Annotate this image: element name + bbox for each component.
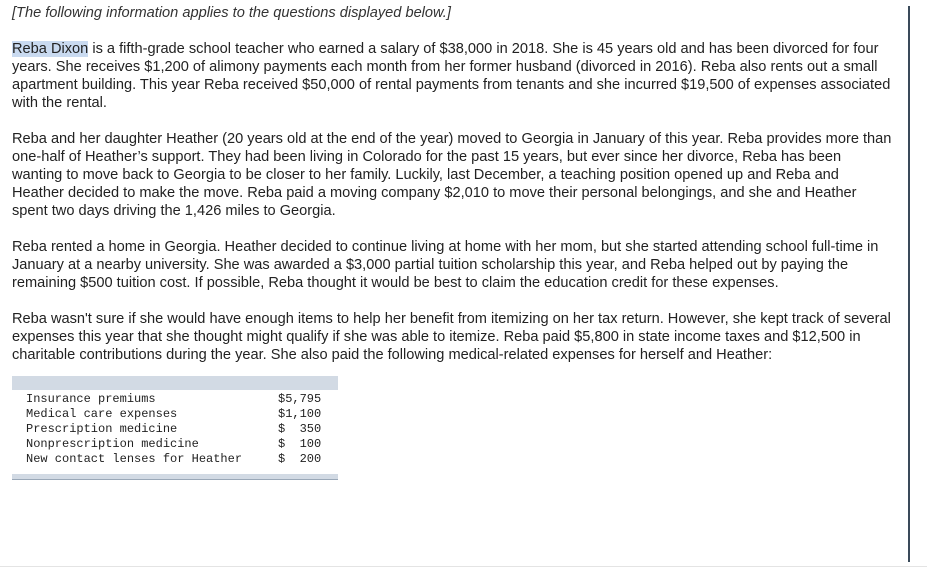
table-row [26, 407, 321, 422]
expense-amount: $ 200 [278, 452, 322, 466]
expense-label: Prescription medicine [26, 422, 178, 436]
table-footer-bar [12, 474, 338, 480]
medical-expenses-table [12, 376, 338, 480]
table-row [26, 392, 321, 407]
paragraph-1 [12, 40, 892, 112]
highlighted-name: Reba Dixon [12, 41, 89, 57]
right-border-line [908, 6, 910, 562]
expenses-table-body [26, 392, 321, 467]
bottom-border-line [0, 566, 927, 567]
paragraph-4: Reba wasn't sure if she would have enough items to help her benefit from itemizing on her tax return. However, she kept track of several expenses this year that she thought might qualify if she was able to itemize. Reba paid $5,800 in state income taxes and $12,500 in charitable contributions during the year. She also paid the following medical-related expenses for herself and Heather: [12, 311, 891, 363]
table-header-bar [12, 376, 338, 390]
intro-note: [The following information applies to the questions displayed below.] [12, 5, 451, 21]
paragraph-1-text: is a fifth-grade school teacher who earned a salary of $38,000 in 2018. She is 45 years old and has been divorced for four years. She receives $1,200 of alimony payments each month from her former husband (divorced in 2016). Reba also rents out a small apartment building. This year Reba received $50,000 of rental payments from tenants and she incurred $19,500 of expenses associated with the rental. [12, 41, 891, 111]
table-row [26, 422, 321, 437]
paragraph-2: Reba and her daughter Heather (20 years old at the end of the year) moved to Georgia in January of this year. Reba provides more than one-half of Heather’s support. They had been living in Colorado for the past 15 years, but ever since her divorce, Reba has been wanting to move back to Georgia to be closer to her family. Luckily, last December, a teaching position opened up and Reba and Heather decided to make the move. Reba paid a moving company $2,010 to move their personal belongings, and she and Heather spent two days driving the 1,426 miles to Georgia. [12, 131, 892, 219]
expense-amount: $ 100 [278, 437, 322, 451]
expense-amount: $1,100 [278, 407, 322, 421]
question-content [12, 4, 892, 480]
expense-label: Medical care expenses [26, 407, 178, 421]
paragraph-3: Reba rented a home in Georgia. Heather decided to continue living at home with her mom, but she started attending school full-time in January at a nearby university. She was awarded a $3,000 partial tuition scholarship this year, and Reba helped out by paying the remaining $500 tuition cost. If possible, Reba thought it would be best to claim the education credit for these expenses. [12, 239, 879, 291]
expense-label: Nonprescription medicine [26, 437, 199, 451]
expense-label: Insurance premiums [26, 392, 156, 406]
expense-label: New contact lenses for Heather [26, 452, 243, 466]
table-row [26, 437, 321, 452]
expense-amount: $5,795 [278, 392, 322, 406]
expense-amount: $ 350 [278, 422, 322, 436]
table-row [26, 452, 321, 467]
